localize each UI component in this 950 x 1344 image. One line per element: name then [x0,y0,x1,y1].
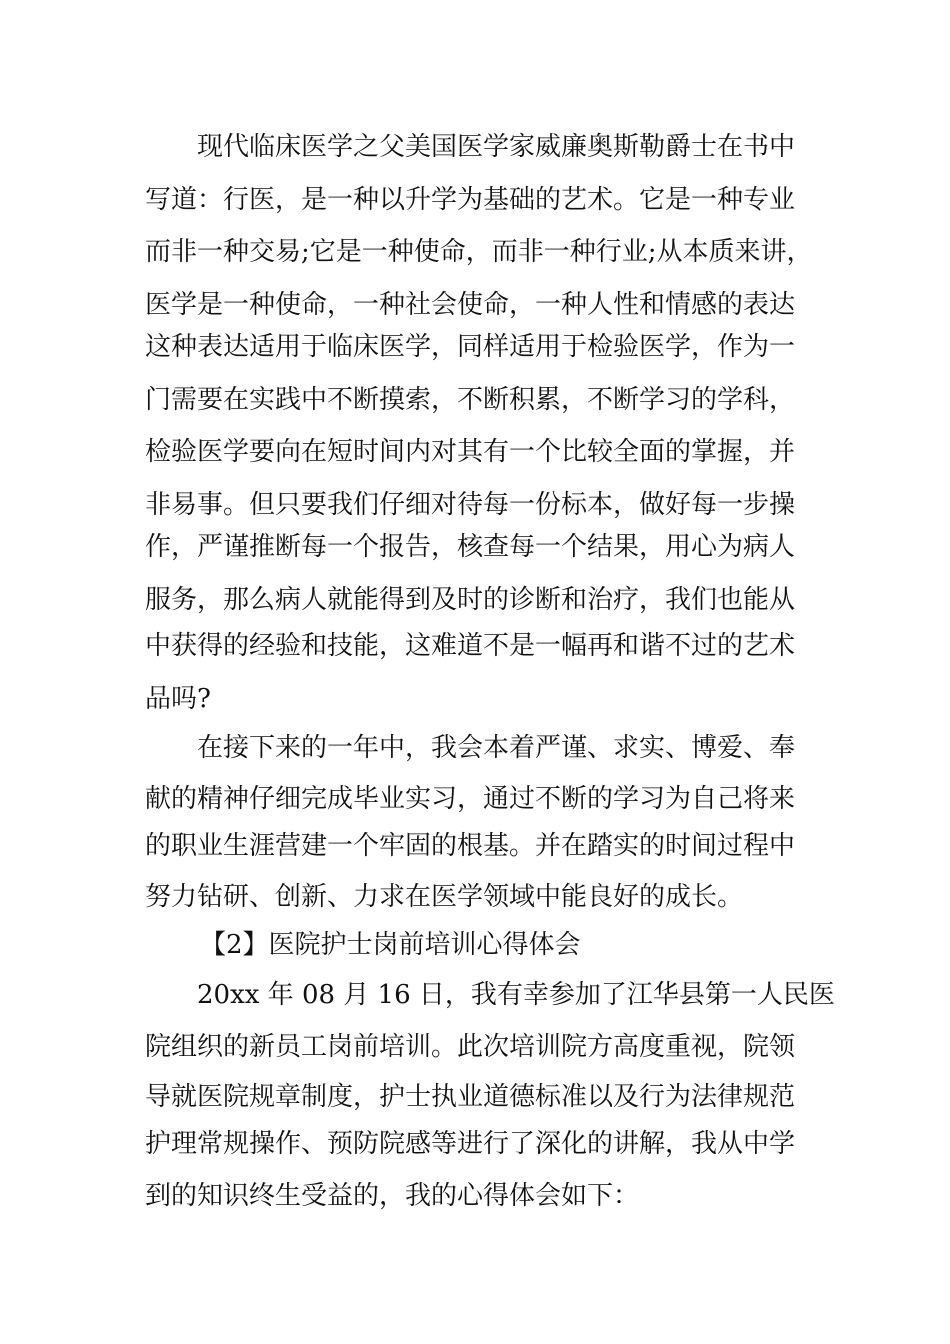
text-line: 献的精神仔细完成毕业实习，通过不断的学习为自己将来 [145,784,796,814]
text-line: 检验医学要向在短时间内对其有一个比较全面的掌握，并 [145,437,796,467]
text-line: 作，严谨推断每一个报告，核查每一个结果，用心为病人 [145,532,796,562]
text-line: 而非一种交易;它是一种使命，而非一种行业;从本质来讲， [145,237,813,267]
text-line: 写道：行医，是一种以升学为基础的艺术。它是一种专业 [145,185,796,215]
text-line: 现代临床医学之父美国医学家威廉奥斯勒爵士在书中 [197,132,796,162]
text-line: 努力钻研、创新、力求在医学领域中能良好的成长。 [145,882,744,912]
text-line: 门需要在实践中不断摸索，不断积累，不断学习的学科， [145,385,796,415]
text-line: 在接下来的一年中，我会本着严谨、求实、博爱、奉 [197,733,796,763]
text-line: 护理常规操作、预防院感等进行了深化的讲解，我从中学 [145,1129,796,1159]
text-line: 品吗? [145,684,211,714]
text-line: 中获得的经验和技能，这难道不是一幅再和谐不过的艺术 [145,631,796,661]
section-heading: 【2】医院护士岗前培训心得体会 [200,930,581,960]
text-line: 到的知识终生受益的，我的心得体会如下： [145,1181,640,1211]
text-line: 医学是一种使命，一种社会使命，一种人性和情感的表达 [145,290,796,320]
text-line: 这种表达适用于临床医学，同样适用于检验医学，作为一 [145,332,796,362]
text-line: 导就医院规章制度，护士执业道德标准以及行为法律规范 [145,1082,796,1112]
text-line: 非易事。但只要我们仔细对待每一份标本，做好每一步操 [145,490,796,520]
text-line: 20xx 年 08 月 16 日，我有幸参加了江华县第一人民医 [197,980,835,1010]
text-line: 院组织的新员工岗前培训。此次培训院方高度重视，院领 [145,1032,796,1062]
text-line: 服务，那么病人就能得到及时的诊断和治疗，我们也能从 [145,585,796,615]
text-line: 的职业生涯营建一个牢固的根基。并在踏实的时间过程中 [145,831,796,861]
